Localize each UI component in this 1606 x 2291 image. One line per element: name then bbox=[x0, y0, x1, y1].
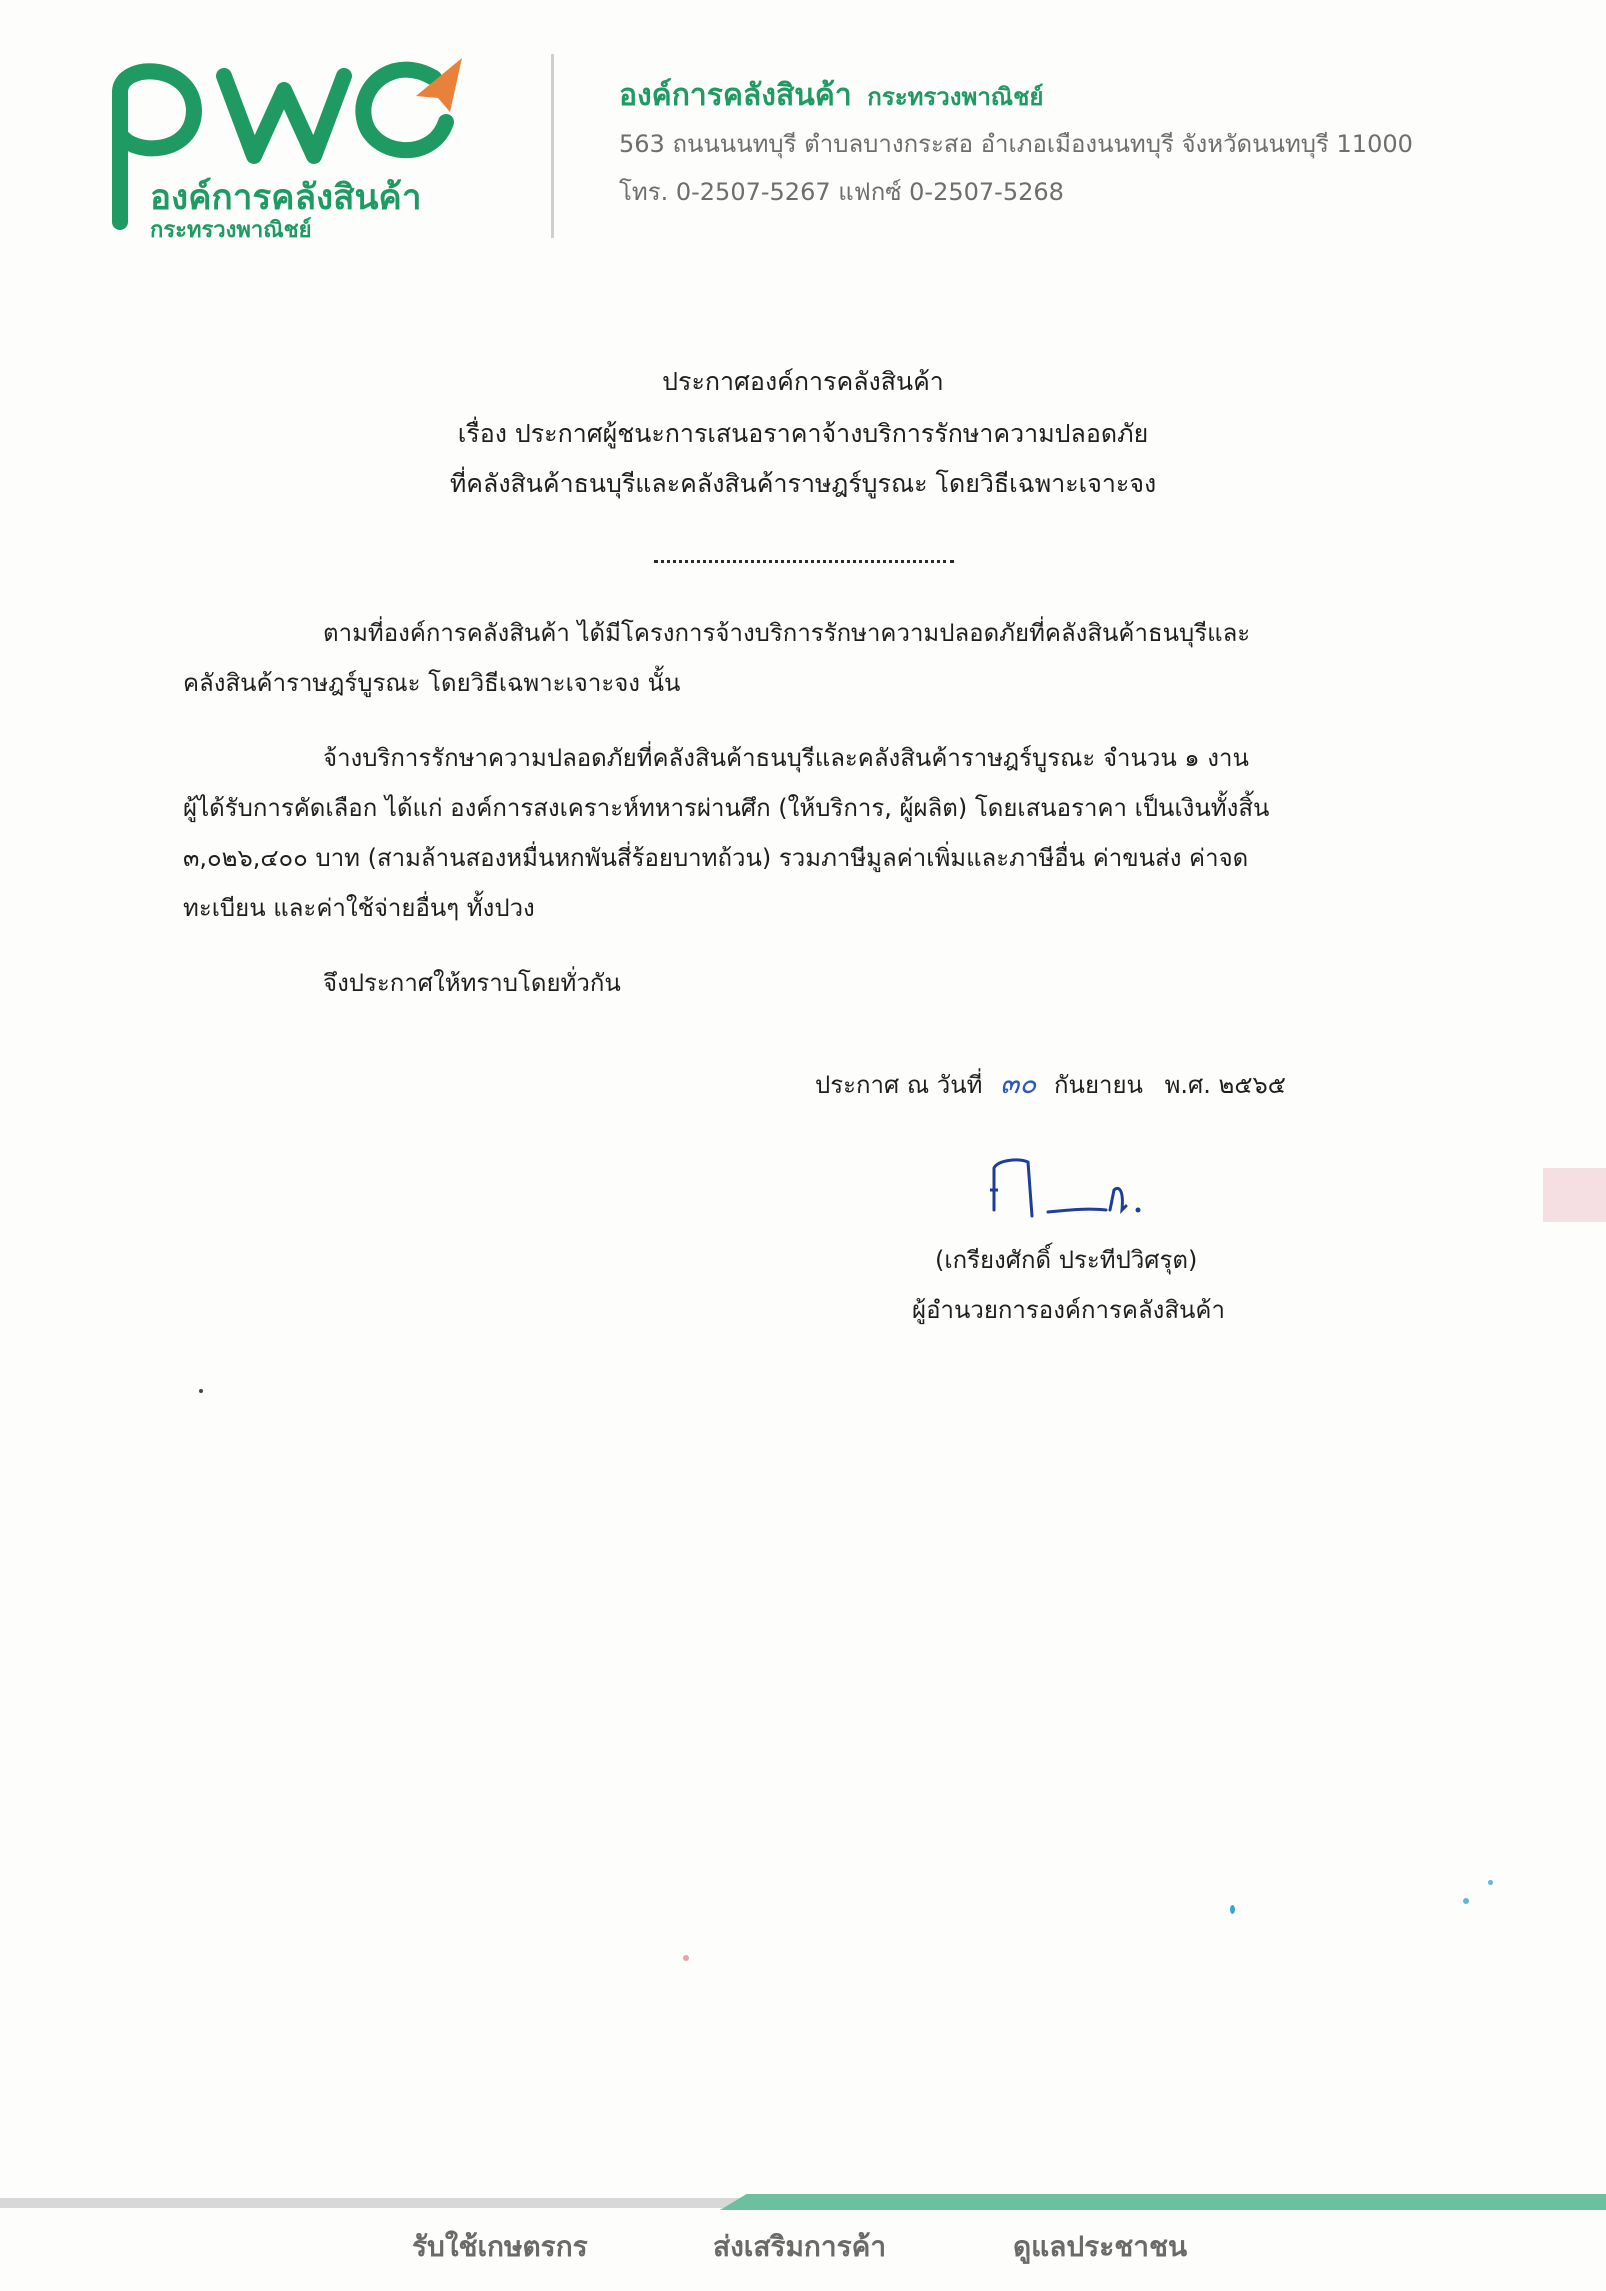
org-name: องค์การคลังสินค้า bbox=[619, 78, 852, 113]
scan-speck bbox=[683, 1955, 689, 1961]
paragraph-2-line-2: ผู้ได้รับการคัดเลือก ได้แก่ องค์การสงเคราะห์ทหารผ่านศึก (ให้บริการ, ผู้ผลิต) โดยเสนอราคา เป็นเงินทั้งสิ้น bbox=[183, 794, 1270, 822]
scan-speck bbox=[1463, 1898, 1469, 1904]
paragraph-1-line-1: ตามที่องค์การคลังสินค้า ได้มีโครงการจ้างบริการรักษาความปลอดภัยที่คลังสินค้าธนบุรีและ bbox=[323, 619, 1251, 647]
footer-band bbox=[0, 2194, 1606, 2210]
date-year: พ.ศ. ๒๕๖๕ bbox=[1164, 1071, 1286, 1099]
paragraph-1-line-2: คลังสินค้าราษฎร์บูรณะ โดยวิธีเฉพาะเจาะจง นั้น bbox=[183, 669, 681, 697]
scan-speck bbox=[1488, 1880, 1493, 1885]
letterhead-divider bbox=[551, 54, 554, 238]
footer-slogan-2: ส่งเสริมการค้า bbox=[713, 2230, 887, 2263]
handwritten-signature bbox=[988, 1150, 1188, 1230]
date-day-handwritten: ๓๐ bbox=[1000, 1067, 1037, 1100]
date-month: กันยายน bbox=[1054, 1071, 1143, 1099]
pwo-logo bbox=[112, 52, 512, 242]
dotted-separator bbox=[654, 560, 954, 563]
announcement-title: ประกาศองค์การคลังสินค้า bbox=[662, 367, 944, 396]
scan-speck bbox=[199, 1389, 203, 1393]
logo-org-name: องค์การคลังสินค้า bbox=[150, 178, 422, 218]
org-ministry: กระทรวงพาณิชย์ bbox=[867, 83, 1044, 111]
org-address: 563 ถนนนนทบุรี ตำบลบางกระสอ อำเภอเมืองนนทบุรี จังหวัดนนทบุรี 11000 bbox=[619, 130, 1413, 158]
subject-line-1: เรื่อง ประกาศผู้ชนะการเสนอราคาจ้างบริการรักษาความปลอดภัย bbox=[457, 419, 1149, 448]
paragraph-2-line-1: จ้างบริการรักษาความปลอดภัยที่คลังสินค้าธนบุรีและคลังสินค้าราษฎร์บูรณะ จำนวน ๑ งาน bbox=[323, 744, 1249, 772]
announcement-date bbox=[815, 1062, 1286, 1106]
paragraph-2-line-3: ๓,๐๒๖,๔๐๐ บาท (สามล้านสองหมื่นหกพันสี่ร้อยบาทถ้วน) รวมภาษีมูลค่าเพิ่มและภาษีอื่น ค่าขนส่ง ค่าจด bbox=[183, 844, 1249, 872]
scan-speck bbox=[1230, 1905, 1235, 1914]
footer-slogan-1: รับใช้เกษตรกร bbox=[412, 2230, 588, 2263]
signer-name: (เกรียงศักดิ์ ประทีปวิศรุต) bbox=[935, 1246, 1198, 1274]
footer-slogan-3: ดูแลประชาชน bbox=[1013, 2230, 1188, 2263]
org-heading bbox=[619, 72, 1043, 119]
signer-title: ผู้อำนวยการองค์การคลังสินค้า bbox=[912, 1296, 1225, 1324]
date-prefix: ประกาศ ณ วันที่ bbox=[815, 1071, 983, 1099]
scan-stain bbox=[1543, 1168, 1606, 1222]
paragraph-2-line-4: ทะเบียน และค่าใช้จ่ายอื่นๆ ทั้งปวง bbox=[183, 894, 535, 922]
paragraph-3: จึงประกาศให้ทราบโดยทั่วกัน bbox=[323, 969, 621, 997]
footer-band-green bbox=[720, 2194, 1606, 2210]
org-phone: โทร. 0-2507-5267 แฟกซ์ 0-2507-5268 bbox=[619, 178, 1064, 206]
subject-line-2: ที่คลังสินค้าธนบุรีและคลังสินค้าราษฎร์บูรณะ โดยวิธีเฉพาะเจาะจง bbox=[449, 469, 1157, 498]
logo-ministry-name: กระทรวงพาณิชย์ bbox=[150, 218, 312, 243]
